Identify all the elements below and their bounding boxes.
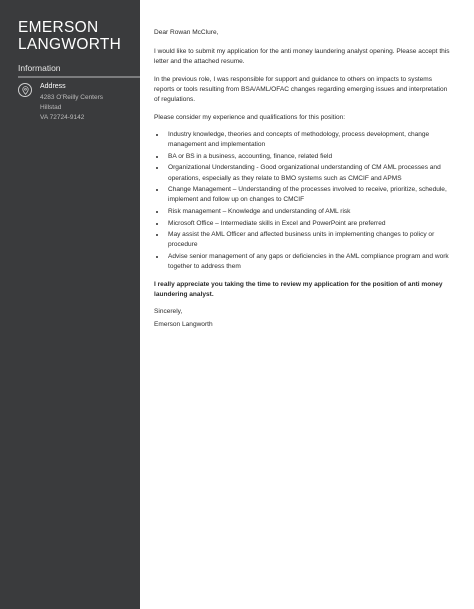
sidebar: [0, 0, 140, 609]
signature-block: [154, 307, 454, 330]
list-item: • Risk management – Knowledge and understanding of AML risk: [166, 207, 454, 217]
section-divider: [18, 76, 140, 78]
address-line-1: 4283 O'Reilly Centers: [40, 94, 104, 101]
name-line-1: EMERSON: [18, 19, 99, 36]
paragraph-qualifications-lead: Please consider my experience and qualifications for this position:: [154, 113, 346, 121]
candidate-name: [18, 19, 121, 53]
list-item: • Organizational Understanding - Good organizational understanding of CM AML processes and operations, especially as they relate to BMO systems such as CMCIF and APMS: [166, 163, 454, 183]
paragraph-experience: In the previous role, I was responsible for support and guidance to others on impacts to systems reports or tools resulting from BSA/AML/OFAC changes regarding emerging issues and interpretation of regulations.: [154, 75, 448, 104]
signoff: Sincerely,: [154, 308, 183, 316]
signature-name: Emerson Langworth: [154, 321, 213, 329]
qualifications-list: [154, 130, 454, 272]
list-item: • Change Management – Understanding of the processes involved to receive, prioritize, schedule, implement and follow up on changes to CMCIF: [166, 185, 454, 205]
address-line-2: Hillstad: [40, 104, 62, 111]
closing-statement: I really appreciate you taking the time to review my application for the position of anti money laundering analyst.: [154, 280, 443, 298]
list-item: • May assist the AML Officer and affected business units in implementing changes to policy or procedure: [166, 230, 454, 250]
address-label: Address: [40, 83, 66, 90]
cover-letter-body: [154, 28, 454, 334]
list-item: • Industry knowledge, theories and concepts of methodology, process development, change management and implementation: [166, 130, 454, 150]
information-heading: Information: [18, 63, 61, 73]
name-line-2: LANGWORTH: [18, 36, 122, 53]
address-line-3: VA 72724-9142: [40, 114, 85, 121]
list-item: • BA or BS in a business, accounting, finance, related field: [166, 152, 454, 162]
list-item: • Advise senior management of any gaps or deficiencies in the AML compliance program and work together to address them: [166, 252, 454, 272]
paragraph-intro: I would like to submit my application for the anti money laundering analyst opening. Please accept this letter and the attached resume.: [154, 48, 450, 66]
address-lines: [40, 93, 103, 123]
list-item: • Microsoft Office – Intermediate skills in Excel and PowerPoint are preferred: [166, 219, 454, 229]
greeting: Dear Rowan McClure,: [154, 29, 219, 36]
location-pin-icon: [18, 83, 32, 97]
